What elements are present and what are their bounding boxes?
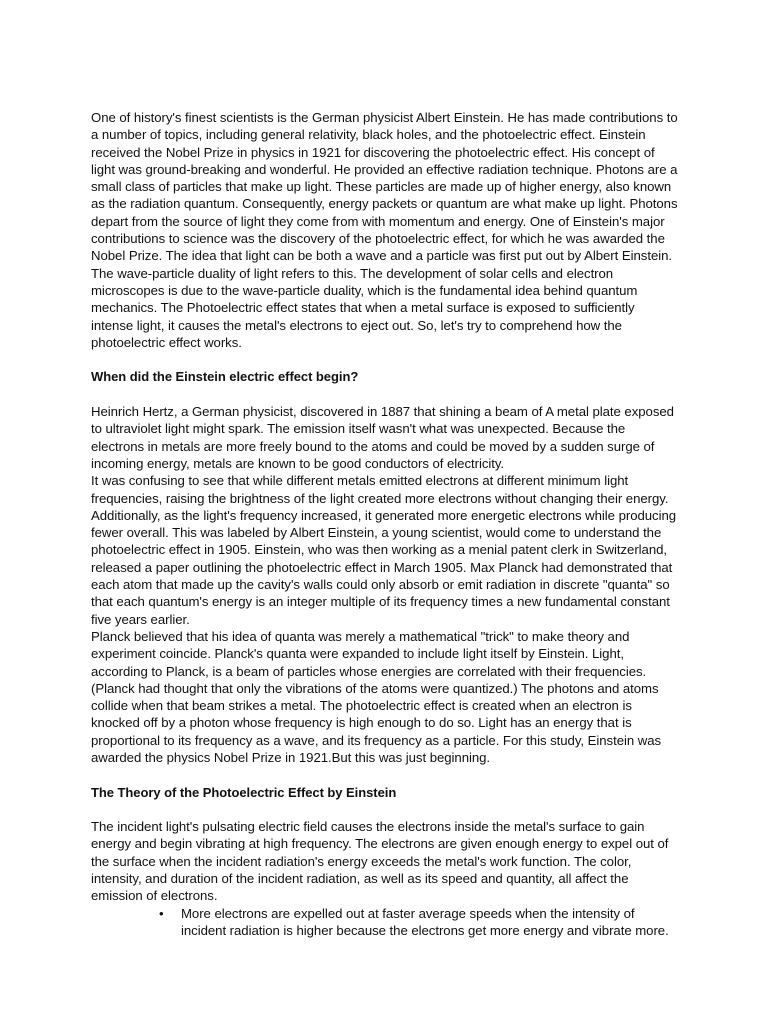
paragraph-spacer	[91, 351, 679, 368]
bullet-text: More electrons are expelled out at faster average speeds when the intensity of incident radiation is higher because the electrons get more energy and vibrate more.	[181, 905, 669, 938]
paragraph-spacer	[91, 766, 679, 783]
einstein-paragraph: It was confusing to see that while different metals emitted electrons at different minimum light frequencies, raising the brightness of the light created more electrons without changing their energy. Additionally, as the light's frequency increased, it generated more energetic electrons while producing fewer overall. This was labeled by Albert Einstein, a young scientist, would come to understand the photoelectric effect in 1905. Einstein, who was then working as a menial patent clerk in Switzerland, released a paper outlining the photoelectric effect in March 1905. Max Planck had demonstrated that each atom that made up the cavity's walls could only absorb or emit radiation in discrete "quanta" so that each quantum's energy is an integer multiple of its frequency times a new fundamental constant five years earlier.	[91, 473, 677, 627]
hertz-paragraph: Heinrich Hertz, a German physicist, discovered in 1887 that shining a beam of A metal plate exposed to ultraviolet light might spark. The emission itself wasn't what was unexpected. Because the electrons in metals are more freely bound to the atoms and could be moved by a sudden surge of incoming energy, metals are known to be good conductors of electricity.	[91, 404, 674, 471]
theory-paragraph: The incident light's pulsating electric field causes the electrons inside the metal's surface to gain energy and begin vibrating at high frequency. The electrons are given enough energy to expel out of the surface when the incident radiation's energy exceeds the metal's work function. The color, intensity, and duration of the incident radiation, as well as its speed and quantity, all affect the emission of electrons.	[91, 819, 669, 904]
list-item	[91, 905, 679, 940]
document-page	[91, 109, 679, 939]
bullet-icon: •	[159, 905, 164, 921]
paragraph-spacer	[91, 801, 679, 818]
section-heading-theory: The Theory of the Photoelectric Effect by Einstein	[91, 784, 397, 800]
bullet-list	[91, 905, 679, 940]
section-heading-history: When did the Einstein electric effect begin?	[91, 369, 359, 385]
intro-paragraph: One of history's finest scientists is the German physicist Albert Einstein. He has made contributions to a number of topics, including general relativity, black holes, and the photoelectric effect. Einstein received the Nobel Prize in physics in 1921 for discovering the photoelectric effect. His concept of light was ground-breaking and wonderful. He provided an effective radiation technique. Photons are a small class of particles that make up light. These particles are made up of higher energy, also known as the radiation quantum. Consequently, energy packets or quantum are what make up light. Photons depart from the source of light they come from with momentum and energy. One of Einstein's major contributions to science was the discovery of the photoelectric effect, for which he was awarded the Nobel Prize. The idea that light can be both a wave and a particle was first put out by Albert Einstein. The wave-particle duality of light refers to this. The development of solar cells and electron microscopes is due to the wave-particle duality, which is the fundamental idea behind quantum mechanics. The Photoelectric effect states that when a metal surface is exposed to sufficiently intense light, it causes the metal's electrons to eject out. So, let's try to comprehend how the photoelectric effect works.	[91, 110, 678, 350]
planck-paragraph: Planck believed that his idea of quanta was merely a mathematical "trick" to make theory and experiment coincide. Planck's quanta were expanded to include light itself by Einstein. Light, according to Planck, is a beam of particles whose energies are correlated with their frequencies. (Planck had thought that only the vibrations of the atoms were quantized.) The photons and atoms collide when that beam strikes a metal. The photoelectric effect is created when an electron is knocked off by a photon whose frequency is high enough to do so. Light has an energy that is proportional to its frequency as a wave, and its frequency as a particle. For this study, Einstein was awarded the physics Nobel Prize in 1921.But this was just beginning.	[91, 628, 662, 765]
paragraph-spacer	[91, 386, 679, 403]
